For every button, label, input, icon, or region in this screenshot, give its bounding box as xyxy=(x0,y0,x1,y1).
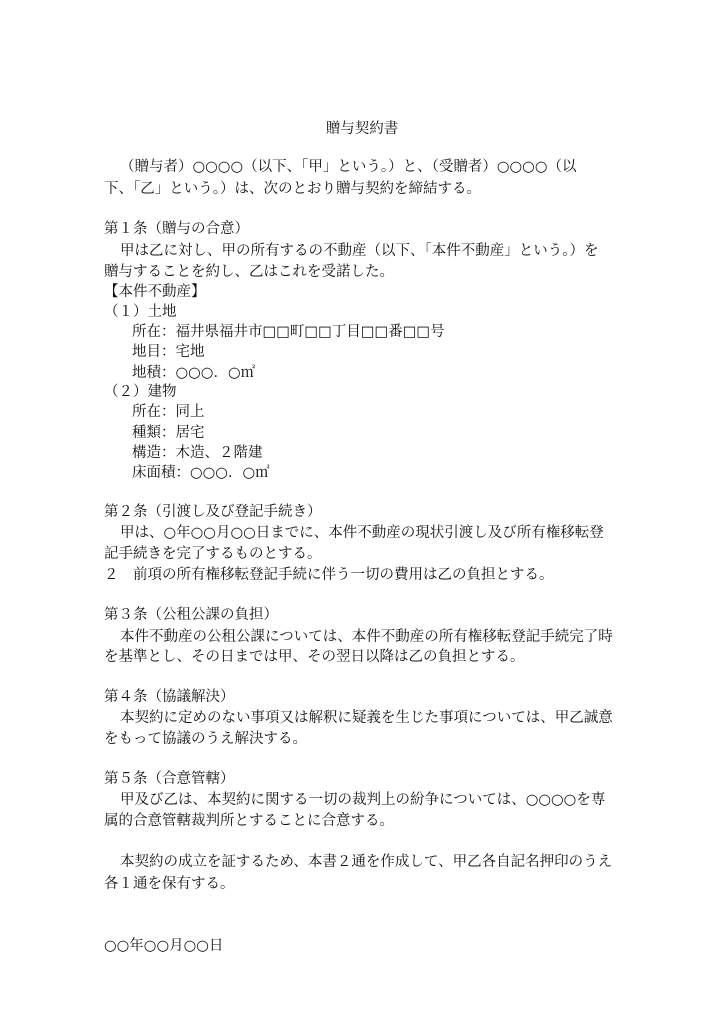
article-2-heading: 第２条（引渡し及び登記手続き） xyxy=(104,504,322,520)
land-area: 地積：○○○．○㎡ xyxy=(132,365,256,381)
article-2-line-1: 甲は、○年○○月○○日までに、本件不動産の現状引渡し及び所有権移転登 xyxy=(120,525,604,541)
article-5-heading: 第５条（合意管轄） xyxy=(104,771,235,787)
article-2-item-2: ２ 前項の所有権移転登記手続に伴う一切の費用は乙の負担とする。 xyxy=(104,567,554,583)
preamble-line-1: （贈与者）○○○○（以下、「甲」という。）と、（受贈者）○○○○（以 xyxy=(120,159,577,175)
land-category: 地目：宅地 xyxy=(132,344,205,360)
closing-line-2: 各１通を保有する。 xyxy=(104,876,235,892)
article-4-heading: 第４条（協議解決） xyxy=(104,689,235,705)
article-1-line-1: 甲は乙に対し、甲の所有するの不動産（以下、「本件不動産」という。）を xyxy=(120,243,599,259)
building-heading: （２）建物 xyxy=(104,384,177,400)
building-location: 所在：同上 xyxy=(132,404,205,420)
article-4-line-2: をもって協議のうえ解決する。 xyxy=(104,731,307,747)
article-4-line-1: 本契約に定めのない事項又は解釈に疑義を生じた事項については、甲乙誠意 xyxy=(120,710,613,726)
contract-date: ○○年○○月○○日 xyxy=(104,938,224,954)
closing-line-1: 本契約の成立を証するため、本書２通を作成して、甲乙各自記名押印のうえ xyxy=(120,854,613,870)
building-structure: 構造：木造、２階建 xyxy=(132,445,263,461)
article-5-line-1: 甲及び乙は、本契約に関する一切の裁判上の紛争については、○○○○を専 xyxy=(120,792,606,808)
building-type: 種類：居宅 xyxy=(132,425,205,441)
article-1-line-2: 贈与することを約し、乙はこれを受諾した。 xyxy=(104,264,394,280)
article-5-line-2: 属的合意管轄裁判所とすることに合意する。 xyxy=(104,813,394,829)
preamble-line-2: 下、「乙」という。）は、次のとおり贈与契約を締結する。 xyxy=(104,181,481,197)
property-heading: 【本件不動産】 xyxy=(104,284,206,300)
land-heading: （１）土地 xyxy=(104,304,177,320)
article-3-line-2: を基準とし、その日までは甲、その翌日以降は乙の負担とする。 xyxy=(104,649,525,665)
article-3-line-1: 本件不動産の公租公課については、本件不動産の所有権移転登記手続完了時 xyxy=(120,629,613,645)
building-floor-area: 床面積：○○○．○㎡ xyxy=(132,465,270,481)
article-1-heading: 第１条（贈与の合意） xyxy=(104,221,249,237)
document-title: 贈与契約書 xyxy=(325,121,399,137)
land-location: 所在：福井県福井市□□町□□丁目□□番□□号 xyxy=(132,324,445,340)
article-2-line-2: 記手続きを完了するものとする。 xyxy=(104,546,322,562)
article-3-heading: 第３条（公租公課の負担） xyxy=(104,607,278,623)
